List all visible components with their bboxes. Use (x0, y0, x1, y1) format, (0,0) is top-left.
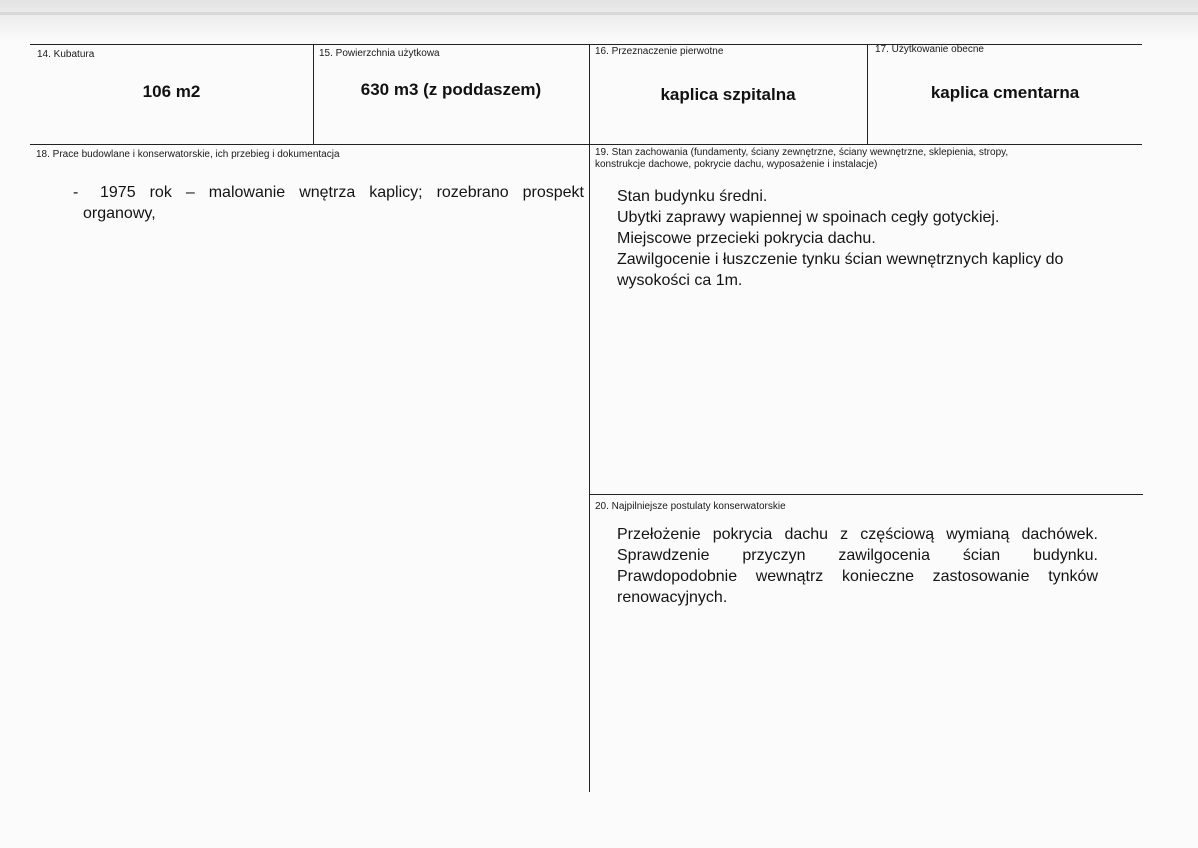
field-18-entry-line-2: organowy, (83, 205, 156, 222)
field-20-line: Przełożenie pokrycia dachu z częściową wymianą dachówek. (617, 526, 1098, 543)
section-19-20-divider (589, 494, 1143, 495)
field-19-line: Miejscowe przecieki pokrycia dachu. (617, 230, 876, 247)
field-20-text (617, 524, 1098, 608)
field-19-line: wysokości ca 1m. (617, 272, 743, 289)
field-15-label: 15. Powierzchnia użytkowa (319, 48, 440, 59)
field-20-label: 20. Najpilniejsze postulaty konserwatorskie (595, 501, 786, 512)
field-18-entry-line-1: 1975 rok – malowanie wnętrza kaplicy; rozebrano prospekt (100, 184, 584, 201)
field-17-label: 17. Użytkowanie obecne (875, 44, 984, 55)
field-18-label: 18. Prace budowlane i konserwatorskie, ich przebieg i dokumentacja (36, 149, 340, 160)
row-divider (30, 144, 1142, 145)
field-19-line: Zawilgocenie i łuszczenie tynku ścian wewnętrznych kaplicy do (617, 251, 1064, 268)
field-19-line: Stan budynku średni. (617, 188, 768, 205)
field-14-label: 14. Kubatura (37, 49, 95, 60)
scan-top-shading (0, 0, 1198, 40)
field-19-line: Ubytki zaprawy wapiennej w spoinach cegły gotyckiej. (617, 209, 1000, 226)
field-20-line: Prawdopodobnie wewnątrz konieczne zastosowanie tynków (617, 568, 1098, 585)
field-16-value: kaplica szpitalna (660, 85, 796, 104)
field-16-label: 16. Przeznaczenie pierwotne (595, 46, 724, 57)
field-14-value: 106 m2 (142, 82, 201, 101)
field-20-line: renowacyjnych. (617, 589, 728, 606)
scan-streak (0, 12, 1198, 15)
field-17-value: kaplica cmentarna (930, 83, 1080, 102)
column-divider-main (589, 44, 590, 792)
field-19-text (617, 186, 1107, 291)
field-20-line: Sprawdzenie przyczyn zawilgocenia ścian budynku. (617, 547, 1098, 564)
field-15-value: 630 m3 (z poddaszem) (360, 80, 542, 99)
bullet-dash: - (73, 184, 79, 201)
field-19-label: 19. Stan zachowania (fundamenty, ściany zewnętrzne, ściany wewnętrzne, sklepienia, stropy, konstrukcje dachowe, pokrycie dachu, wyposażenie i instalacje) (595, 147, 1009, 170)
